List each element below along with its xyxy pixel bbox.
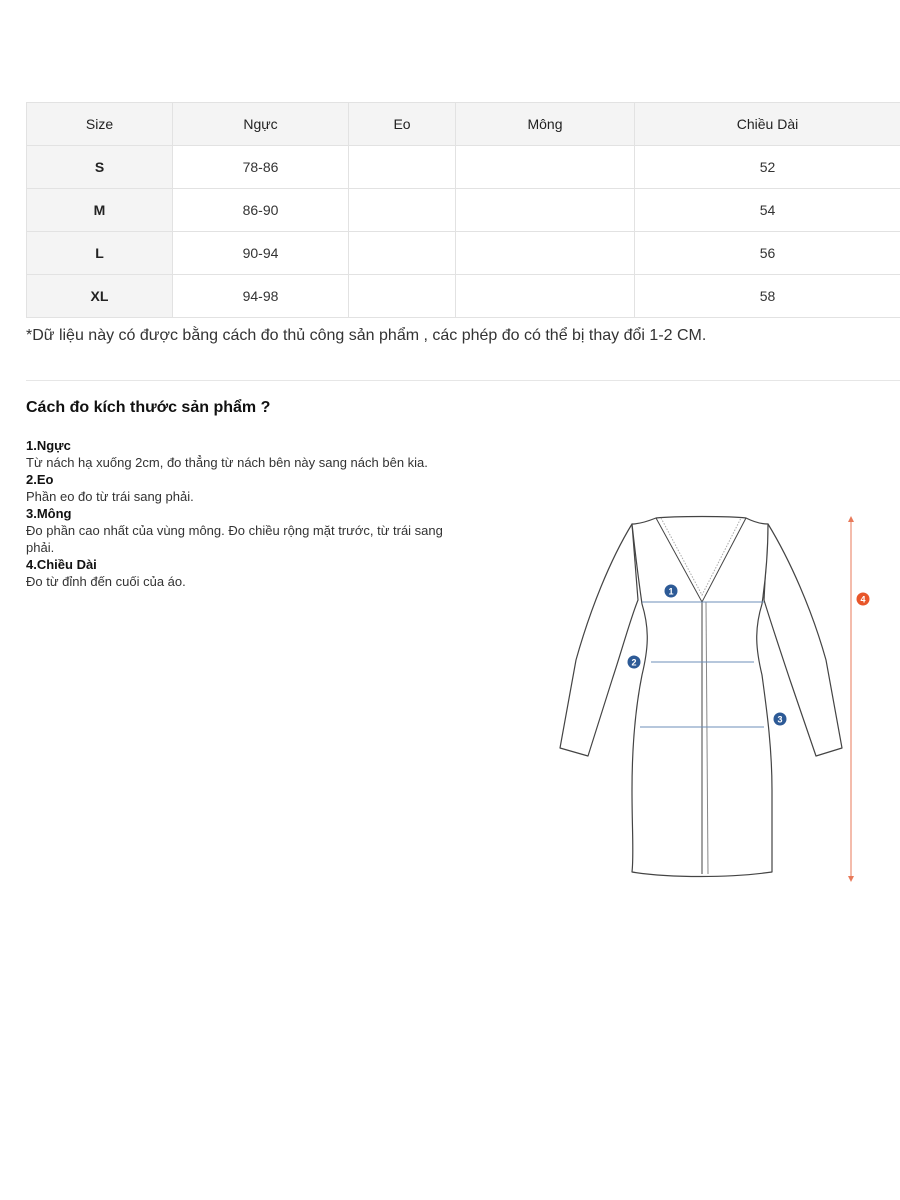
guide-title: Cách đo kích thước sản phẩm ?: [26, 399, 271, 416]
measurement-note: *Dữ liệu này có được bằng cách đo thủ công sản phẩm , các phép đo có thể bị thay đổi 1-2 CM.: [26, 327, 707, 344]
length-cell: 52: [635, 146, 900, 189]
waist-cell: [349, 232, 456, 275]
header-hip: Mông: [456, 103, 635, 146]
guide-list: [26, 437, 456, 590]
guide-item-hip: [26, 505, 456, 556]
guide-heading: 4.Chiều Dài: [26, 557, 97, 572]
waist-cell: [349, 275, 456, 318]
size-cell: L: [27, 232, 173, 275]
badge-length-label: 4: [860, 594, 866, 605]
hip-cell: [456, 189, 635, 232]
header-waist: Eo: [349, 103, 456, 146]
badge-chest: [665, 585, 678, 598]
guide-item-chest: [26, 437, 456, 471]
length-cell: 54: [635, 189, 900, 232]
chest-cell: 90-94: [173, 232, 349, 275]
chest-cell: 94-98: [173, 275, 349, 318]
header-chest: Ngực: [173, 103, 349, 146]
waist-cell: [349, 189, 456, 232]
badge-hip: [774, 713, 787, 726]
length-arrow-top: [848, 516, 854, 522]
chest-cell: 78-86: [173, 146, 349, 189]
guide-item-length: [26, 556, 456, 590]
table-row: [27, 146, 900, 189]
length-cell: 58: [635, 275, 900, 318]
guide-heading: 1.Ngực: [26, 438, 71, 453]
section-divider: [26, 380, 900, 381]
size-cell: S: [27, 146, 173, 189]
hip-cell: [456, 275, 635, 318]
badge-length: [857, 593, 870, 606]
garment-measurement-diagram: [550, 500, 890, 900]
guide-desc: Đo phần cao nhất của vùng mông. Đo chiều rộng mặt trước, từ trái sang phải.: [26, 523, 443, 555]
hip-cell: [456, 232, 635, 275]
size-table: [26, 102, 900, 318]
header-size: Size: [27, 103, 173, 146]
badge-waist: [628, 656, 641, 669]
guide-heading: 2.Eo: [26, 472, 54, 487]
waist-cell: [349, 146, 456, 189]
guide-desc: Phần eo đo từ trái sang phải.: [26, 489, 194, 504]
length-arrow-bottom: [848, 876, 854, 882]
guide-desc: Đo từ đỉnh đến cuối của áo.: [26, 574, 186, 589]
hip-cell: [456, 146, 635, 189]
left-sleeve-shape: [560, 524, 638, 756]
chest-cell: 86-90: [173, 189, 349, 232]
badge-hip-label: 3: [777, 714, 783, 725]
guide-heading: 3.Mông: [26, 506, 72, 521]
guide-desc: Từ nách hạ xuống 2cm, đo thẳng từ nách bên này sang nách bên kia.: [26, 455, 428, 470]
table-row: [27, 232, 900, 275]
size-cell: XL: [27, 275, 173, 318]
badge-chest-label: 1: [668, 586, 674, 597]
header-length: Chiều Dài: [635, 103, 900, 146]
table-header-row: [27, 103, 900, 146]
table-row: [27, 275, 900, 318]
guide-item-waist: [26, 471, 456, 505]
size-cell: M: [27, 189, 173, 232]
badge-waist-label: 2: [631, 657, 637, 668]
length-cell: 56: [635, 232, 900, 275]
table-row: [27, 189, 900, 232]
